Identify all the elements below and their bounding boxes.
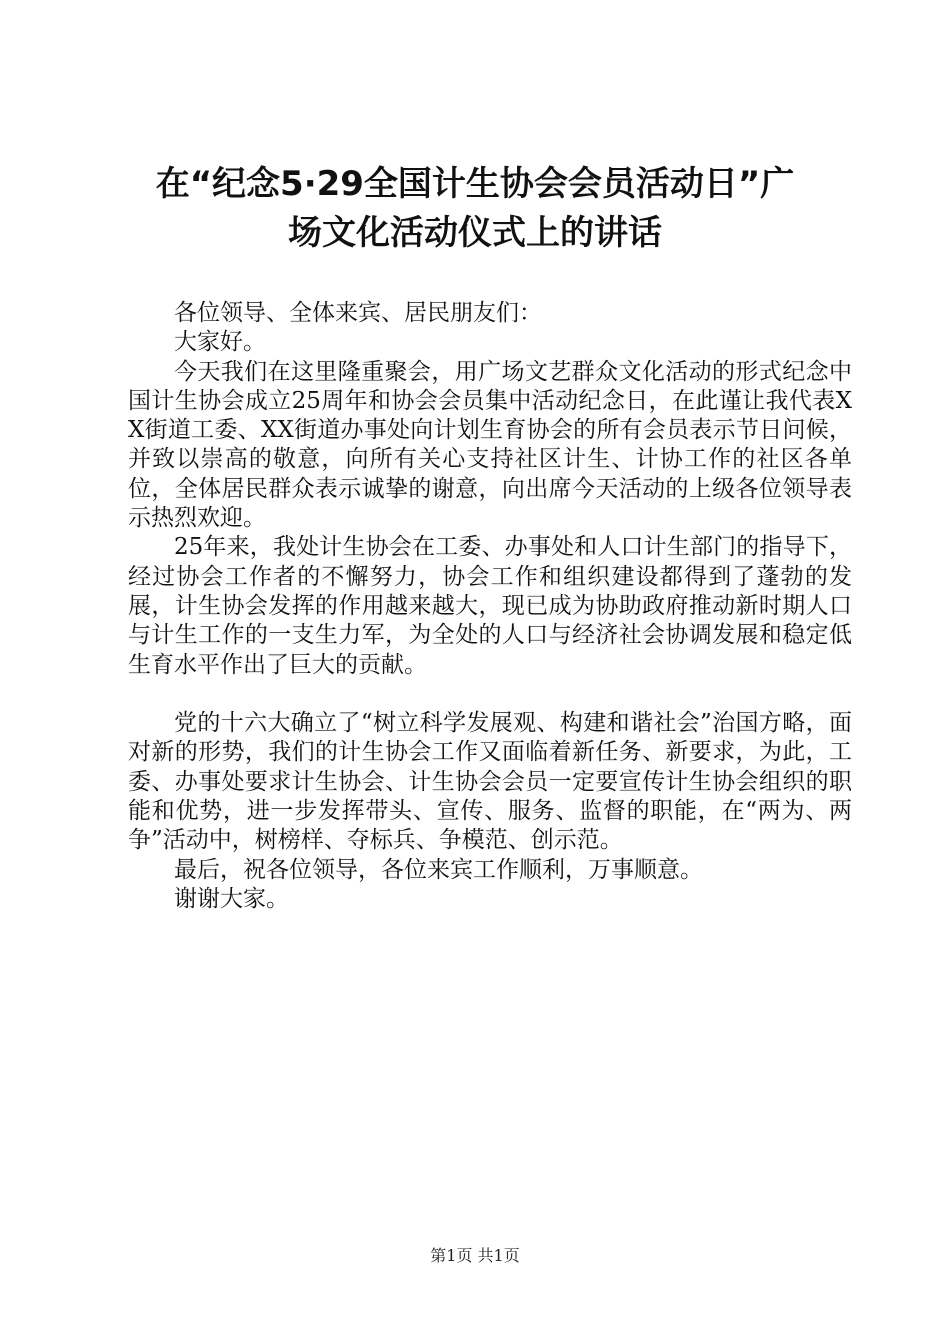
- closing-wishes: 最后，祝各位领导，各位来宾工作顺利，万事顺意。: [174, 856, 703, 883]
- document-title: [110, 160, 840, 258]
- salutation: 各位领导、全体来宾、居民朋友们：: [174, 300, 542, 326]
- paragraph-opening: 今天我们在这里隆重聚会，用广场文艺群众文化活动的形式纪念中国计生协会成立25周年和协会会员集中活动纪念日，在此谨让我代表XX街道工委、XX街道办事处向计划生育协会的所有会员表示节日问候，并致以崇高的敬意，向所有关心支持社区计生、计协工作的社区各单位，全体居民群众表示诚挚的谢意，向出席今天活动的上级各位领导表示热烈欢迎。: [128, 358, 852, 532]
- greeting: 大家好。: [174, 329, 266, 356]
- paragraph-tasks: 党的十六大确立了“树立科学发展观、构建和谐社会”治国方略，面对新的形势，我们的计生协会工作又面临着新任务、新要求，为此，工委、办事处要求计生协会、计生协会会员一定要宣传计生协会组织的职能和优势，进一步发挥带头、宣传、服务、监督的职能，在“两为、两争”活动中，树榜样、夺标兵、争模范、创示范。: [128, 710, 852, 854]
- title-line-1: 在“纪念5·29全国计生协会会员活动日”广: [155, 164, 795, 204]
- paragraph-achievements: 25年来，我处计生协会在工委、办事处和人口计生部门的指导下，经过协会工作者的不懈努力，协会工作和组织建设都得到了蓬勃的发展，计生协会发挥的作用越来越大，现已成为协助政府推动新时期人口与计生工作的一支生力军，为全处的人口与经济社会协调发展和稳定低生育水平作出了巨大的贡献。: [128, 534, 852, 678]
- thanks: 谢谢大家。: [174, 885, 289, 912]
- document-body: [128, 299, 852, 914]
- title-line-2: 场文化活动仪式上的讲话: [288, 213, 662, 253]
- page-footer: 第1页 共1页: [430, 1246, 520, 1265]
